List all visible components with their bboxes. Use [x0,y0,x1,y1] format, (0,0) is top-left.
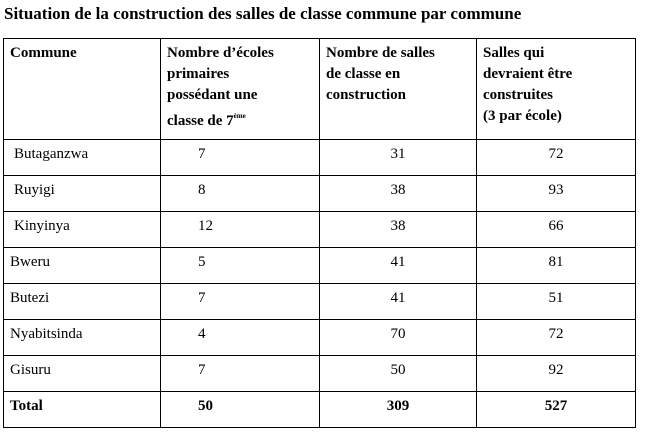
cell-a-construire: 92 [477,356,636,392]
table-header-row [4,39,636,140]
header-nombre-salles: Nombre de salles de classe en construction [320,39,477,140]
cell-commune: Nyabitsinda [4,320,161,356]
construction-table [3,38,636,428]
page-title: Situation de la construction des salles de classe commune par commune [4,4,522,23]
cell-total-label: Total [4,392,161,428]
table-total-row [4,392,636,428]
cell-ecoles: 8 [161,176,320,212]
cell-a-construire: 81 [477,248,636,284]
cell-salles: 41 [320,284,477,320]
cell-ecoles: 5 [161,248,320,284]
cell-a-construire: 72 [477,140,636,176]
cell-a-construire: 51 [477,284,636,320]
cell-ecoles: 7 [161,356,320,392]
cell-ecoles: 12 [161,212,320,248]
header-salles-a-construire: Salles qui devraient être construites (3 par école) [477,39,636,140]
cell-total-salles: 309 [320,392,477,428]
cell-ecoles: 7 [161,284,320,320]
table-row [4,320,636,356]
cell-a-construire: 72 [477,320,636,356]
cell-a-construire: 66 [477,212,636,248]
table-row [4,212,636,248]
cell-total-ecoles: 50 [161,392,320,428]
cell-salles: 38 [320,176,477,212]
cell-commune: Bweru [4,248,161,284]
cell-ecoles: 4 [161,320,320,356]
cell-commune: Butaganzwa [4,140,161,176]
cell-commune: Butezi [4,284,161,320]
table-row [4,248,636,284]
cell-ecoles: 7 [161,140,320,176]
cell-total-a-construire: 527 [477,392,636,428]
cell-salles: 41 [320,248,477,284]
header-nombre-ecoles: Nombre d’écoles primaires possédant une classe de 7ème [161,39,320,140]
cell-salles: 31 [320,140,477,176]
table-row [4,140,636,176]
header-commune: Commune [4,39,161,140]
cell-salles: 50 [320,356,477,392]
table-row [4,356,636,392]
cell-commune: Ruyigi [4,176,161,212]
cell-commune: Kinyinya [4,212,161,248]
cell-commune: Gisuru [4,356,161,392]
table-row [4,284,636,320]
cell-salles: 70 [320,320,477,356]
cell-salles: 38 [320,212,477,248]
table-row [4,176,636,212]
cell-a-construire: 93 [477,176,636,212]
